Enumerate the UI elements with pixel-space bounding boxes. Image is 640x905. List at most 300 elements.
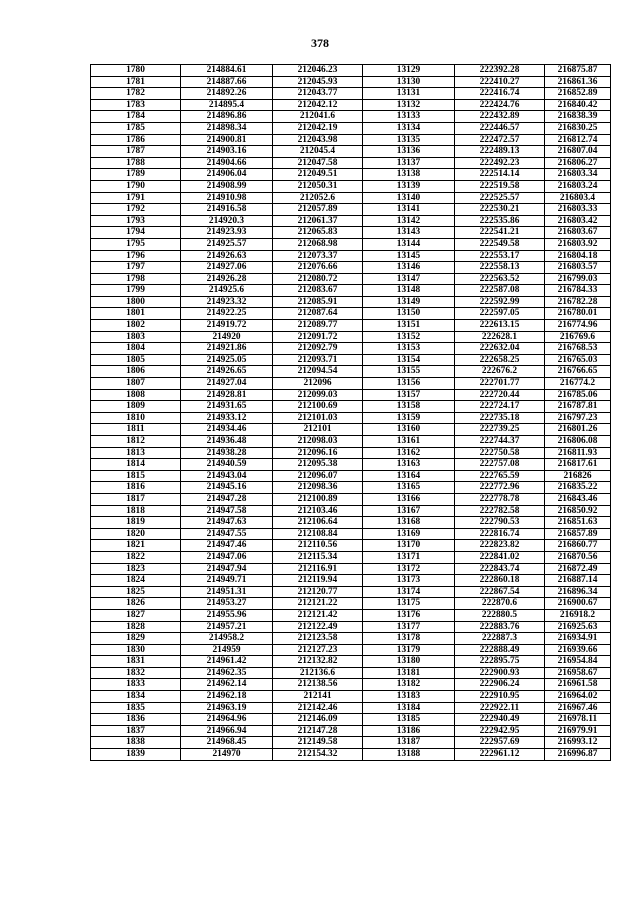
- y-coordinate-cell: 212076.66: [273, 262, 363, 274]
- point-number-cell: 13147: [363, 273, 455, 285]
- table-row: [91, 262, 611, 274]
- point-number-cell: 13145: [363, 250, 455, 262]
- table-row: [91, 447, 611, 459]
- x-coordinate-cell: 214962.14: [181, 679, 273, 691]
- point-number-cell: 1813: [91, 447, 181, 459]
- point-number-cell: 13130: [363, 76, 455, 88]
- y-coordinate-cell: 212103.46: [273, 505, 363, 517]
- x-coordinate-cell: 214963.19: [181, 702, 273, 714]
- y-coordinate-cell: 216817.61: [545, 459, 611, 471]
- x-coordinate-cell: 222823.82: [455, 540, 545, 552]
- y-coordinate-cell: 216838.39: [545, 111, 611, 123]
- point-number-cell: 1802: [91, 320, 181, 332]
- point-number-cell: 13153: [363, 343, 455, 355]
- point-number-cell: 13182: [363, 679, 455, 691]
- point-number-cell: 1801: [91, 308, 181, 320]
- y-coordinate-cell: 216835.22: [545, 482, 611, 494]
- point-number-cell: 13162: [363, 447, 455, 459]
- y-coordinate-cell: 212116.91: [273, 563, 363, 575]
- table-row: [91, 122, 611, 134]
- x-coordinate-cell: 222790.53: [455, 517, 545, 529]
- point-number-cell: 1785: [91, 122, 181, 134]
- y-coordinate-cell: 212049.51: [273, 169, 363, 181]
- x-coordinate-cell: 222860.18: [455, 575, 545, 587]
- y-coordinate-cell: 212106.64: [273, 517, 363, 529]
- table-row: [91, 540, 611, 552]
- point-number-cell: 13187: [363, 737, 455, 749]
- y-coordinate-cell: 212119.94: [273, 575, 363, 587]
- point-number-cell: 1796: [91, 250, 181, 262]
- table-row: [91, 296, 611, 308]
- y-coordinate-cell: 212046.23: [273, 65, 363, 77]
- x-coordinate-cell: 214920: [181, 331, 273, 343]
- y-coordinate-cell: 216939.66: [545, 644, 611, 656]
- point-number-cell: 1791: [91, 192, 181, 204]
- y-coordinate-cell: 212123.58: [273, 633, 363, 645]
- y-coordinate-cell: 216958.67: [545, 667, 611, 679]
- y-coordinate-cell: 212043.77: [273, 88, 363, 100]
- y-coordinate-cell: 216803.24: [545, 180, 611, 192]
- x-coordinate-cell: 222587.08: [455, 285, 545, 297]
- point-number-cell: 1825: [91, 586, 181, 598]
- point-number-cell: 1805: [91, 354, 181, 366]
- x-coordinate-cell: 222628.1: [455, 331, 545, 343]
- x-coordinate-cell: 222724.17: [455, 401, 545, 413]
- x-coordinate-cell: 222658.25: [455, 354, 545, 366]
- table-row: [91, 134, 611, 146]
- y-coordinate-cell: 216766.65: [545, 366, 611, 378]
- point-number-cell: 1814: [91, 459, 181, 471]
- point-number-cell: 13165: [363, 482, 455, 494]
- point-number-cell: 1787: [91, 146, 181, 158]
- x-coordinate-cell: 214964.96: [181, 714, 273, 726]
- y-coordinate-cell: 216978.11: [545, 714, 611, 726]
- point-number-cell: 13138: [363, 169, 455, 181]
- point-number-cell: 13176: [363, 609, 455, 621]
- x-coordinate-cell: 222895.75: [455, 656, 545, 668]
- y-coordinate-cell: 212121.22: [273, 598, 363, 610]
- table-row: [91, 273, 611, 285]
- table-row: [91, 424, 611, 436]
- table-body: [91, 65, 611, 761]
- point-number-cell: 1803: [91, 331, 181, 343]
- y-coordinate-cell: 212047.58: [273, 157, 363, 169]
- x-coordinate-cell: 214900.81: [181, 134, 273, 146]
- point-number-cell: 1797: [91, 262, 181, 274]
- x-coordinate-cell: 214928.81: [181, 389, 273, 401]
- y-coordinate-cell: 216806.08: [545, 436, 611, 448]
- x-coordinate-cell: 214923.32: [181, 296, 273, 308]
- x-coordinate-cell: 222525.57: [455, 192, 545, 204]
- x-coordinate-cell: 214926.65: [181, 366, 273, 378]
- x-coordinate-cell: 214957.21: [181, 621, 273, 633]
- point-number-cell: 13160: [363, 424, 455, 436]
- y-coordinate-cell: 216840.42: [545, 99, 611, 111]
- y-coordinate-cell: 216843.46: [545, 493, 611, 505]
- table-row: [91, 459, 611, 471]
- table-row: [91, 401, 611, 413]
- table-row: [91, 749, 611, 761]
- x-coordinate-cell: 222744.37: [455, 436, 545, 448]
- y-coordinate-cell: 212098.36: [273, 482, 363, 494]
- y-coordinate-cell: 212154.32: [273, 749, 363, 761]
- table-row: [91, 482, 611, 494]
- x-coordinate-cell: 214910.98: [181, 192, 273, 204]
- table-row: [91, 702, 611, 714]
- point-number-cell: 1809: [91, 401, 181, 413]
- x-coordinate-cell: 222870.6: [455, 598, 545, 610]
- x-coordinate-cell: 222883.76: [455, 621, 545, 633]
- y-coordinate-cell: 216782.28: [545, 296, 611, 308]
- x-coordinate-cell: 214922.25: [181, 308, 273, 320]
- x-coordinate-cell: 222735.18: [455, 412, 545, 424]
- y-coordinate-cell: 212141: [273, 691, 363, 703]
- table-row: [91, 493, 611, 505]
- x-coordinate-cell: 222887.3: [455, 633, 545, 645]
- point-number-cell: 1783: [91, 99, 181, 111]
- y-coordinate-cell: 216787.81: [545, 401, 611, 413]
- point-number-cell: 13159: [363, 412, 455, 424]
- point-number-cell: 13137: [363, 157, 455, 169]
- x-coordinate-cell: 214887.66: [181, 76, 273, 88]
- point-number-cell: 1817: [91, 493, 181, 505]
- point-number-cell: 13166: [363, 493, 455, 505]
- table-row: [91, 366, 611, 378]
- x-coordinate-cell: 214925.05: [181, 354, 273, 366]
- x-coordinate-cell: 222750.58: [455, 447, 545, 459]
- x-coordinate-cell: 214961.42: [181, 656, 273, 668]
- x-coordinate-cell: 222900.93: [455, 667, 545, 679]
- y-coordinate-cell: 212098.03: [273, 436, 363, 448]
- point-number-cell: 13146: [363, 262, 455, 274]
- point-number-cell: 1807: [91, 378, 181, 390]
- point-number-cell: 1834: [91, 691, 181, 703]
- table-row: [91, 343, 611, 355]
- point-number-cell: 1782: [91, 88, 181, 100]
- x-coordinate-cell: 214904.66: [181, 157, 273, 169]
- table-row: [91, 737, 611, 749]
- x-coordinate-cell: 222739.25: [455, 424, 545, 436]
- y-coordinate-cell: 216801.26: [545, 424, 611, 436]
- y-coordinate-cell: 212083.67: [273, 285, 363, 297]
- x-coordinate-cell: 214947.63: [181, 517, 273, 529]
- y-coordinate-cell: 216996.87: [545, 749, 611, 761]
- table-row: [91, 378, 611, 390]
- point-number-cell: 13167: [363, 505, 455, 517]
- y-coordinate-cell: 212120.77: [273, 586, 363, 598]
- x-coordinate-cell: 214953.27: [181, 598, 273, 610]
- x-coordinate-cell: 222392.28: [455, 65, 545, 77]
- table-row: [91, 238, 611, 250]
- y-coordinate-cell: 212045.4: [273, 146, 363, 158]
- table-row: [91, 609, 611, 621]
- y-coordinate-cell: 212095.38: [273, 459, 363, 471]
- point-number-cell: 13181: [363, 667, 455, 679]
- table-row: [91, 76, 611, 88]
- point-number-cell: 1827: [91, 609, 181, 621]
- y-coordinate-cell: 216799.03: [545, 273, 611, 285]
- x-coordinate-cell: 214926.28: [181, 273, 273, 285]
- x-coordinate-cell: 222676.2: [455, 366, 545, 378]
- x-coordinate-cell: 222880.5: [455, 609, 545, 621]
- point-number-cell: 1823: [91, 563, 181, 575]
- point-number-cell: 1828: [91, 621, 181, 633]
- table-row: [91, 436, 611, 448]
- point-number-cell: 13172: [363, 563, 455, 575]
- y-coordinate-cell: 216774.2: [545, 378, 611, 390]
- x-coordinate-cell: 214926.63: [181, 250, 273, 262]
- point-number-cell: 13136: [363, 146, 455, 158]
- point-number-cell: 1804: [91, 343, 181, 355]
- table-row: [91, 528, 611, 540]
- point-number-cell: 13168: [363, 517, 455, 529]
- point-number-cell: 13169: [363, 528, 455, 540]
- point-number-cell: 13142: [363, 215, 455, 227]
- point-number-cell: 13131: [363, 88, 455, 100]
- y-coordinate-cell: 216934.91: [545, 633, 611, 645]
- x-coordinate-cell: 214949.71: [181, 575, 273, 587]
- point-number-cell: 1806: [91, 366, 181, 378]
- x-coordinate-cell: 214927.04: [181, 378, 273, 390]
- y-coordinate-cell: 216993.12: [545, 737, 611, 749]
- y-coordinate-cell: 216807.04: [545, 146, 611, 158]
- y-coordinate-cell: 212073.37: [273, 250, 363, 262]
- x-coordinate-cell: 222782.58: [455, 505, 545, 517]
- point-number-cell: 13178: [363, 633, 455, 645]
- point-number-cell: 13139: [363, 180, 455, 192]
- x-coordinate-cell: 214933.12: [181, 412, 273, 424]
- point-number-cell: 1819: [91, 517, 181, 529]
- point-number-cell: 13177: [363, 621, 455, 633]
- x-coordinate-cell: 214945.16: [181, 482, 273, 494]
- point-number-cell: 1820: [91, 528, 181, 540]
- x-coordinate-cell: 214943.04: [181, 470, 273, 482]
- point-number-cell: 1831: [91, 656, 181, 668]
- y-coordinate-cell: 216925.63: [545, 621, 611, 633]
- y-coordinate-cell: 212136.6: [273, 667, 363, 679]
- table-row: [91, 656, 611, 668]
- table-row: [91, 215, 611, 227]
- x-coordinate-cell: 214896.86: [181, 111, 273, 123]
- x-coordinate-cell: 222816.74: [455, 528, 545, 540]
- x-coordinate-cell: 222535.86: [455, 215, 545, 227]
- point-number-cell: 13157: [363, 389, 455, 401]
- y-coordinate-cell: 212050.31: [273, 180, 363, 192]
- y-coordinate-cell: 216852.89: [545, 88, 611, 100]
- x-coordinate-cell: 214940.59: [181, 459, 273, 471]
- y-coordinate-cell: 212061.37: [273, 215, 363, 227]
- point-number-cell: 13175: [363, 598, 455, 610]
- point-number-cell: 1798: [91, 273, 181, 285]
- x-coordinate-cell: 214884.61: [181, 65, 273, 77]
- point-number-cell: 1818: [91, 505, 181, 517]
- point-number-cell: 13170: [363, 540, 455, 552]
- table-row: [91, 517, 611, 529]
- y-coordinate-cell: 216811.93: [545, 447, 611, 459]
- point-number-cell: 13134: [363, 122, 455, 134]
- x-coordinate-cell: 214947.46: [181, 540, 273, 552]
- x-coordinate-cell: 222492.23: [455, 157, 545, 169]
- x-coordinate-cell: 214962.35: [181, 667, 273, 679]
- table-row: [91, 586, 611, 598]
- table-row: [91, 691, 611, 703]
- y-coordinate-cell: 216896.34: [545, 586, 611, 598]
- table-row: [91, 644, 611, 656]
- x-coordinate-cell: 214921.86: [181, 343, 273, 355]
- point-number-cell: 1808: [91, 389, 181, 401]
- point-number-cell: 1811: [91, 424, 181, 436]
- point-number-cell: 13141: [363, 204, 455, 216]
- point-number-cell: 13173: [363, 575, 455, 587]
- page-number: 378: [311, 36, 329, 50]
- y-coordinate-cell: 212149.58: [273, 737, 363, 749]
- point-number-cell: 13179: [363, 644, 455, 656]
- point-number-cell: 13184: [363, 702, 455, 714]
- table-row: [91, 563, 611, 575]
- y-coordinate-cell: 212094.54: [273, 366, 363, 378]
- y-coordinate-cell: 216851.63: [545, 517, 611, 529]
- y-coordinate-cell: 216830.25: [545, 122, 611, 134]
- point-number-cell: 13171: [363, 551, 455, 563]
- point-number-cell: 13133: [363, 111, 455, 123]
- point-number-cell: 1821: [91, 540, 181, 552]
- y-coordinate-cell: 212142.46: [273, 702, 363, 714]
- x-coordinate-cell: 222910.95: [455, 691, 545, 703]
- table-row: [91, 389, 611, 401]
- x-coordinate-cell: 214927.06: [181, 262, 273, 274]
- x-coordinate-cell: 222867.54: [455, 586, 545, 598]
- table-row: [91, 192, 611, 204]
- point-number-cell: 13158: [363, 401, 455, 413]
- y-coordinate-cell: 212100.69: [273, 401, 363, 413]
- y-coordinate-cell: 212041.6: [273, 111, 363, 123]
- y-coordinate-cell: 212096.16: [273, 447, 363, 459]
- x-coordinate-cell: 222549.58: [455, 238, 545, 250]
- x-coordinate-cell: 214938.28: [181, 447, 273, 459]
- x-coordinate-cell: 222778.78: [455, 493, 545, 505]
- x-coordinate-cell: 214919.72: [181, 320, 273, 332]
- point-number-cell: 1826: [91, 598, 181, 610]
- table-row: [91, 714, 611, 726]
- x-coordinate-cell: 222446.57: [455, 122, 545, 134]
- y-coordinate-cell: 212099.03: [273, 389, 363, 401]
- x-coordinate-cell: 222757.08: [455, 459, 545, 471]
- y-coordinate-cell: 212096: [273, 378, 363, 390]
- x-coordinate-cell: 222592.99: [455, 296, 545, 308]
- table-row: [91, 679, 611, 691]
- y-coordinate-cell: 212068.98: [273, 238, 363, 250]
- table-row: [91, 621, 611, 633]
- x-coordinate-cell: 214947.28: [181, 493, 273, 505]
- x-coordinate-cell: 222888.49: [455, 644, 545, 656]
- point-number-cell: 1790: [91, 180, 181, 192]
- y-coordinate-cell: 216872.49: [545, 563, 611, 575]
- point-number-cell: 13188: [363, 749, 455, 761]
- point-number-cell: 1789: [91, 169, 181, 181]
- y-coordinate-cell: 216860.77: [545, 540, 611, 552]
- point-number-cell: 13149: [363, 296, 455, 308]
- y-coordinate-cell: 216826: [545, 470, 611, 482]
- point-number-cell: 13140: [363, 192, 455, 204]
- x-coordinate-cell: 222597.05: [455, 308, 545, 320]
- point-number-cell: 1835: [91, 702, 181, 714]
- table-row: [91, 412, 611, 424]
- y-coordinate-cell: 212132.82: [273, 656, 363, 668]
- point-number-cell: 1839: [91, 749, 181, 761]
- x-coordinate-cell: 214958.2: [181, 633, 273, 645]
- table-row: [91, 308, 611, 320]
- x-coordinate-cell: 222632.04: [455, 343, 545, 355]
- x-coordinate-cell: 214962.18: [181, 691, 273, 703]
- table-row: [91, 157, 611, 169]
- point-number-cell: 13180: [363, 656, 455, 668]
- y-coordinate-cell: 212087.64: [273, 308, 363, 320]
- y-coordinate-cell: 216765.03: [545, 354, 611, 366]
- y-coordinate-cell: 216850.92: [545, 505, 611, 517]
- x-coordinate-cell: 214908.99: [181, 180, 273, 192]
- y-coordinate-cell: 216803.57: [545, 262, 611, 274]
- x-coordinate-cell: 222432.89: [455, 111, 545, 123]
- point-number-cell: 1832: [91, 667, 181, 679]
- y-coordinate-cell: 212042.12: [273, 99, 363, 111]
- point-number-cell: 13186: [363, 725, 455, 737]
- x-coordinate-cell: 222940.49: [455, 714, 545, 726]
- y-coordinate-cell: 212121.42: [273, 609, 363, 621]
- x-coordinate-cell: 214906.04: [181, 169, 273, 181]
- x-coordinate-cell: 214903.16: [181, 146, 273, 158]
- x-coordinate-cell: 222416.74: [455, 88, 545, 100]
- point-number-cell: 13161: [363, 436, 455, 448]
- y-coordinate-cell: 212138.56: [273, 679, 363, 691]
- table-row: [91, 551, 611, 563]
- y-coordinate-cell: 212093.71: [273, 354, 363, 366]
- point-number-cell: 1829: [91, 633, 181, 645]
- x-coordinate-cell: 222613.15: [455, 320, 545, 332]
- table-row: [91, 227, 611, 239]
- y-coordinate-cell: 216803.67: [545, 227, 611, 239]
- point-number-cell: 13155: [363, 366, 455, 378]
- y-coordinate-cell: 216812.74: [545, 134, 611, 146]
- table-row: [91, 598, 611, 610]
- x-coordinate-cell: 214934.46: [181, 424, 273, 436]
- point-number-cell: 1786: [91, 134, 181, 146]
- x-coordinate-cell: 222514.14: [455, 169, 545, 181]
- point-number-cell: 13154: [363, 354, 455, 366]
- y-coordinate-cell: 216785.06: [545, 389, 611, 401]
- table-row: [91, 575, 611, 587]
- x-coordinate-cell: 214951.31: [181, 586, 273, 598]
- x-coordinate-cell: 222553.17: [455, 250, 545, 262]
- x-coordinate-cell: 222424.76: [455, 99, 545, 111]
- point-number-cell: 13129: [363, 65, 455, 77]
- table-row: [91, 331, 611, 343]
- x-coordinate-cell: 222957.69: [455, 737, 545, 749]
- y-coordinate-cell: 216857.89: [545, 528, 611, 540]
- x-coordinate-cell: 222519.58: [455, 180, 545, 192]
- y-coordinate-cell: 212101: [273, 424, 363, 436]
- y-coordinate-cell: 216918.2: [545, 609, 611, 621]
- table-row: [91, 204, 611, 216]
- y-coordinate-cell: 216887.14: [545, 575, 611, 587]
- y-coordinate-cell: 212080.72: [273, 273, 363, 285]
- x-coordinate-cell: 222541.21: [455, 227, 545, 239]
- point-number-cell: 13150: [363, 308, 455, 320]
- point-number-cell: 1837: [91, 725, 181, 737]
- y-coordinate-cell: 212108.84: [273, 528, 363, 540]
- x-coordinate-cell: 222942.95: [455, 725, 545, 737]
- point-number-cell: 13143: [363, 227, 455, 239]
- y-coordinate-cell: 212089.77: [273, 320, 363, 332]
